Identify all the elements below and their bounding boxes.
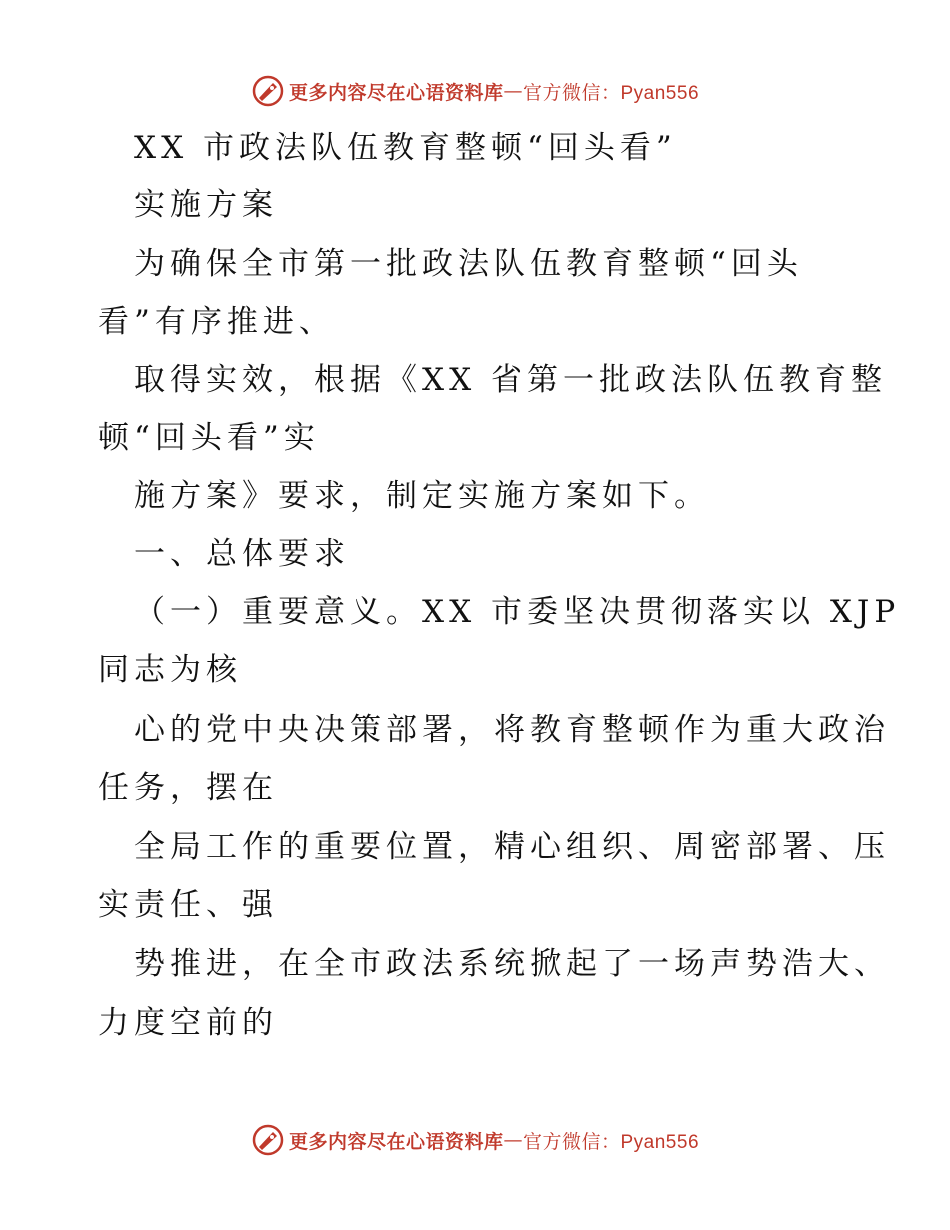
- banner-separator: —: [503, 1129, 523, 1151]
- header-banner: [0, 71, 950, 111]
- banner-text-zh: 更多内容尽在心语资料库: [288, 81, 504, 104]
- doc-line: 任务，摆在: [98, 770, 278, 806]
- pen-nib-circle-icon: [251, 74, 285, 108]
- banner-text-zh: 更多内容尽在心语资料库: [288, 1130, 504, 1153]
- doc-line: 取得实效，根据《XX 省第一批政法队伍教育整: [134, 362, 887, 398]
- doc-line: 同志为核: [98, 652, 242, 688]
- section-heading: 一、总体要求: [134, 536, 350, 572]
- banner-text-wechat: 官方微信：Pyan556: [523, 1131, 700, 1153]
- footer-banner: [0, 1120, 950, 1160]
- doc-line: 力度空前的: [98, 1005, 278, 1041]
- doc-title: XX 市政法队伍教育整顿“回头看”: [134, 130, 677, 166]
- banner-separator: —: [503, 80, 523, 102]
- banner-text-wechat: 官方微信：Pyan556: [523, 82, 700, 104]
- doc-line: （一）重要意义。XX 市委坚决贯彻落实以 XJP: [134, 594, 901, 630]
- doc-line: 势推进，在全市政法系统掀起了一场声势浩大、: [134, 946, 890, 982]
- doc-line: 看”有序推进、: [98, 304, 335, 340]
- pen-nib-circle-icon: [251, 1123, 285, 1157]
- doc-subtitle: 实施方案: [134, 187, 278, 223]
- doc-line: 为确保全市第一批政法队伍教育整顿“回头: [134, 246, 803, 282]
- doc-line: 心的党中央决策部署，将教育整顿作为重大政治: [134, 712, 890, 748]
- doc-line: 施方案》要求，制定实施方案如下。: [134, 478, 710, 514]
- doc-line: 实责任、强: [98, 887, 278, 923]
- doc-line: 顿“回头看”实: [98, 420, 320, 456]
- doc-line: 全局工作的重要位置，精心组织、周密部署、压: [134, 829, 890, 865]
